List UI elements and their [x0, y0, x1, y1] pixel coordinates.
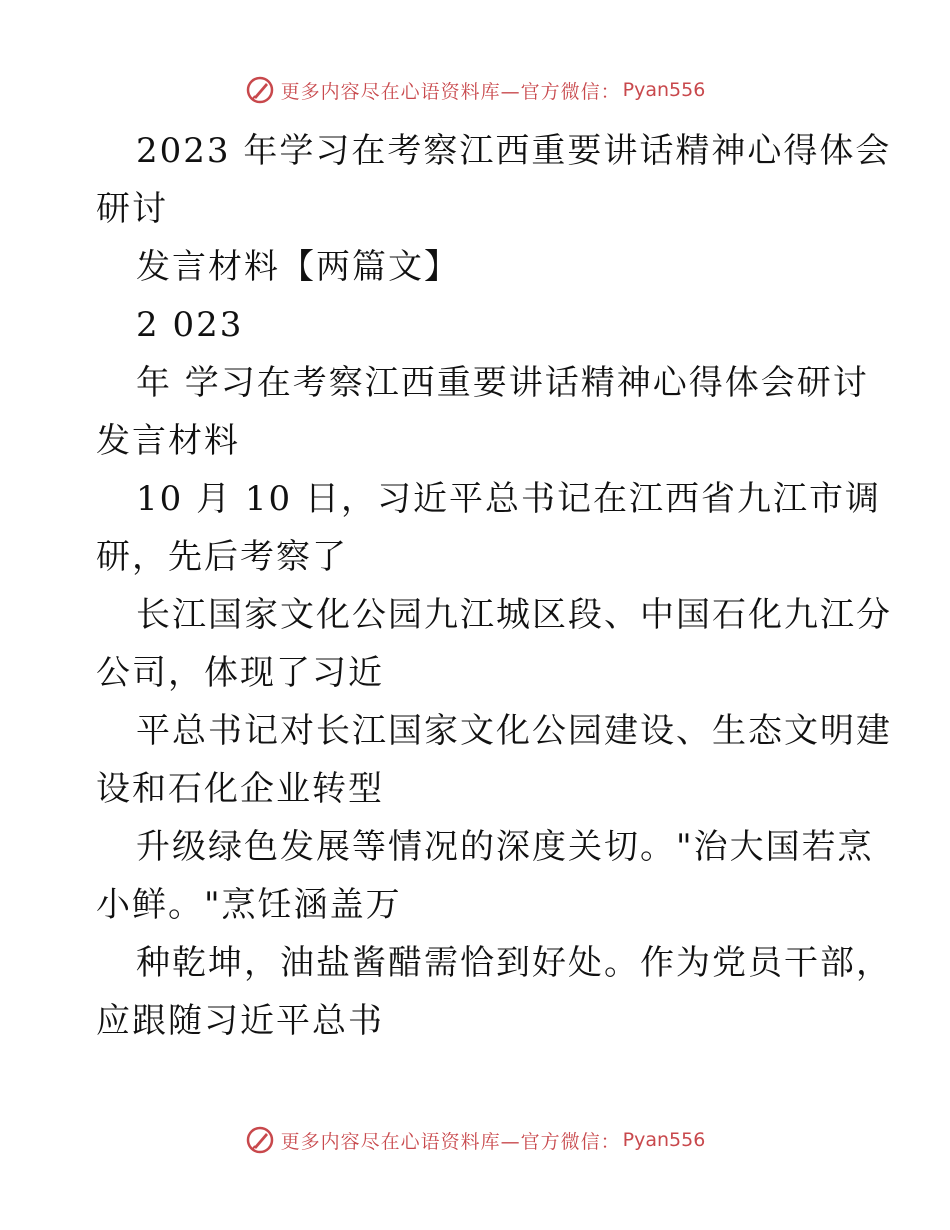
quill-pen-logo-icon	[245, 75, 275, 105]
text-line: 研讨	[96, 189, 168, 229]
footer-banner	[0, 1120, 950, 1160]
text-line: 长江国家文化公园九江城区段、中国石化九江分	[136, 595, 892, 635]
text-line: 发言材料【两篇文】	[136, 247, 460, 287]
text-line: 2023 年学习在考察江西重要讲话精神心得体会	[136, 131, 892, 171]
text-line: 2 023	[136, 305, 244, 345]
document-body	[96, 122, 892, 1050]
text-line: 年 学习在考察江西重要讲话精神心得体会研讨	[136, 363, 869, 403]
header-banner	[0, 70, 950, 110]
text-line: 公司，体现了习近	[96, 653, 384, 693]
banner-wechat-id: Pyan556	[622, 1129, 706, 1151]
text-line: 发言材料	[96, 421, 240, 461]
banner-wechat-id: Pyan556	[622, 79, 706, 101]
text-line: 种乾坤，油盐酱醋需恰到好处。作为党员干部，	[136, 943, 892, 983]
text-line: 平总书记对长江国家文化公园建设、生态文明建	[136, 711, 892, 751]
text-line: 小鲜。"烹饪涵盖万	[96, 885, 402, 925]
text-line: 升级绿色发展等情况的深度关切。"治大国若烹	[136, 827, 874, 867]
text-line: 设和石化企业转型	[96, 769, 384, 809]
banner-text: 更多内容尽在心语资料库—官方微信：	[280, 80, 621, 103]
text-line: 10 月 10 日，习近平总书记在江西省九江市调	[136, 479, 881, 519]
quill-pen-logo-icon	[245, 1125, 275, 1155]
text-line: 研，先后考察了	[96, 537, 348, 577]
text-line: 应跟随习近平总书	[96, 1001, 384, 1041]
banner-text: 更多内容尽在心语资料库—官方微信：	[280, 1130, 621, 1153]
